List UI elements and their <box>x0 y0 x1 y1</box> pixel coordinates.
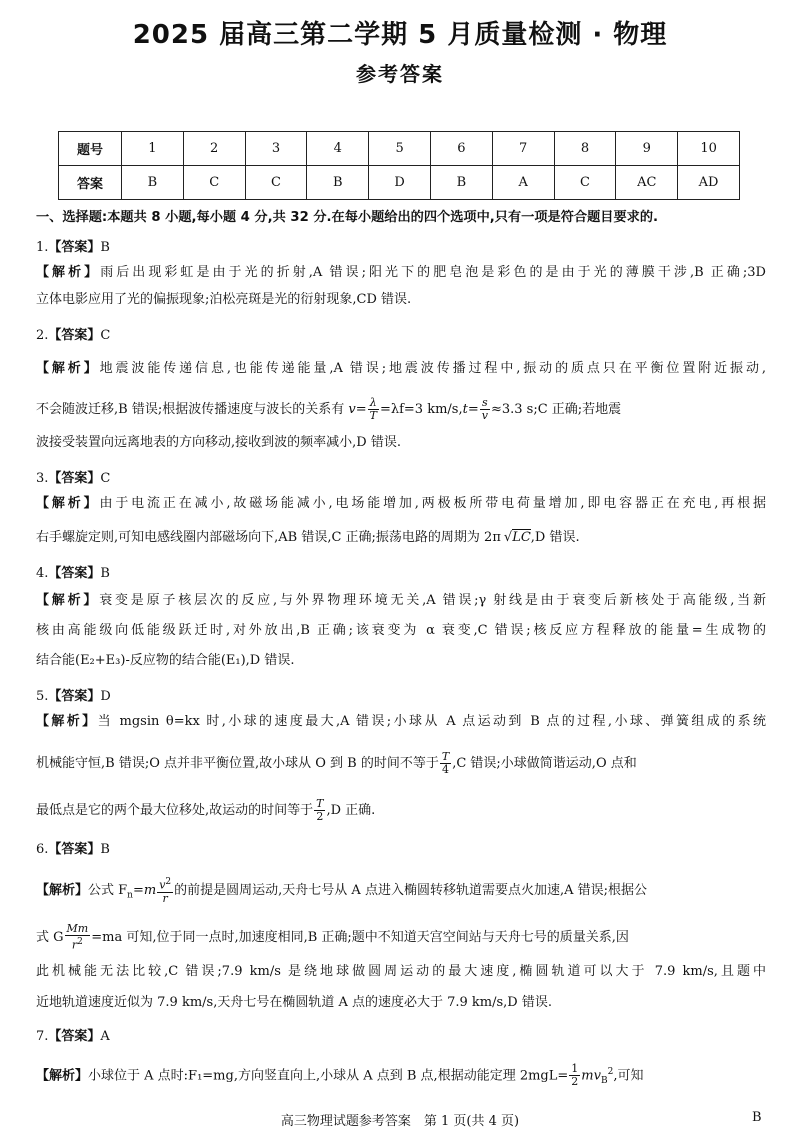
page-subtitle: 参考答案 <box>356 62 444 86</box>
answer-cell: C <box>554 166 616 200</box>
answer-cell: AC <box>616 166 678 200</box>
analysis-line: 不会随波迁移,B 错误;根据波传播速度与波长的关系有 v= $\frac{\lambda}{T}$ =λf=3 km/s,t= $\frac{s}{v}$ ≈3.3 s;C 正确;若地震 <box>36 396 622 422</box>
question-1-analysis: 【解析】雨后出现彩虹是由于光的折射,A 错误;阳光下的肥皂泡是彩色的是由于光的薄膜干涉,B 正确;3D <box>36 265 766 280</box>
answer-table-row-label: 答案 <box>59 166 122 200</box>
fraction-Mm-over-r2: $\frac{Mm}{r^2}$ <box>66 922 89 952</box>
page-footer: 高三物理试题参考答案 第 1 页(共 4 页) <box>280 1114 520 1129</box>
answer-cell: B <box>307 166 369 200</box>
question-5-analysis: 【解析】当 mgsin θ=kx 时,小球的速度最大,A 错误;小球从 A 点运动到 B 点的过程,小球、弹簧组成的系统 <box>36 714 766 729</box>
answer-cell: C <box>245 166 307 200</box>
question-number-cell: 8 <box>554 132 616 166</box>
analysis-line: 波接受装置向远离地表的方向移动,接收到波的频率减小,D 错误. <box>36 435 401 450</box>
sqrt-LC-expression: √LC <box>503 530 531 545</box>
answer-cell: C <box>183 166 245 200</box>
question-number-cell: 2 <box>183 132 245 166</box>
question-3-analysis: 【解析】由于电流正在减小,故磁场能减小,电场能增加,两极板所带电荷量增加,即电容器正在充电,再根据 <box>36 496 766 511</box>
question-4-analysis: 【解析】衰变是原子核层次的反应,与外界物理环境无关,A 错误;γ 射线是由于衰变后新核处于高能级,当新 <box>36 593 766 608</box>
paper-version-code: B <box>752 1110 762 1125</box>
answer-cell: B <box>430 166 492 200</box>
question-number-cell: 7 <box>492 132 554 166</box>
question-5-answer: 5.【答案】D <box>36 689 111 704</box>
answer-table-number-row <box>59 132 740 166</box>
question-number-cell: 6 <box>430 132 492 166</box>
answer-table-answer-row <box>59 166 740 200</box>
answer-cell: A <box>492 166 554 200</box>
analysis-line: 近地轨道速度近似为 7.9 km/s,天舟七号在椭圆轨道 A 点的速度必大于 7.9 km/s,D 错误. <box>36 995 552 1010</box>
answer-cell: B <box>122 166 184 200</box>
fraction-lambda-over-T: $\frac{\lambda}{T}$ <box>369 396 377 422</box>
fraction-T-over-4: $\frac{T}{4}$ <box>441 750 450 776</box>
question-number-cell: 3 <box>245 132 307 166</box>
question-number-cell: 5 <box>369 132 431 166</box>
fraction-T-over-2: $\frac{T}{2}$ <box>316 797 324 823</box>
question-7-analysis: 【解析】小球位于 A 点时:F₁=mg,方向竖直向上,小球从 A 点到 B 点,根据动能定理 2mgL= $\frac{1}{2}$ $mv_B^2$,可知 <box>36 1062 644 1089</box>
analysis-line: 结合能(E₂+E₃)-反应物的结合能(E₁),D 错误. <box>36 653 295 668</box>
section-heading: 一、选择题:本题共 8 小题,每小题 4 分,共 32 分.在每小题给出的四个选项中,只有一项是符合题目要求的. <box>36 210 659 225</box>
analysis-line: 核由高能级向低能级跃迁时,对外放出,B 正确;该衰变为 α 衰变,C 错误;核反应方程释放的能量=生成物的 <box>36 623 766 638</box>
answer-table-row-label: 题号 <box>59 132 122 166</box>
question-1-answer: 1.【答案】B <box>36 240 110 255</box>
question-2-answer: 2.【答案】C <box>36 328 111 343</box>
analysis-line: 机械能守恒,B 错误;O 点并非平衡位置,故小球从 O 到 B 的时间不等于 $\frac{T}{4}$ ,C 错误;小球做简谐运动,O 点和 <box>36 750 637 776</box>
fraction-one-half: $\frac{1}{2}$ <box>571 1062 579 1089</box>
answer-cell: D <box>369 166 431 200</box>
answer-cell: AD <box>678 166 740 200</box>
analysis-line: 最低点是它的两个最大位移处,故运动的时间等于 $\frac{T}{2}$ ,D 正确. <box>36 797 376 823</box>
fraction-v2-over-r: $\frac{v^2}{r}$ <box>159 877 172 905</box>
page-title: 2025 届高三第二学期 5 月质量检测 · 物理 <box>132 20 668 50</box>
analysis-line: 此机械能无法比较,C 错误;7.9 km/s 是绕地球做圆周运动的最大速度,椭圆轨道可以大于 7.9 km/s,且题中 <box>36 964 766 979</box>
analysis-line: 式 G $\frac{Mm}{r^2}$ =ma 可知,位于同一点时,加速度相同,B 正确;题中不知道天宫空间站与天舟七号的质量关系,因 <box>36 922 629 952</box>
question-4-answer: 4.【答案】B <box>36 566 110 581</box>
question-number-cell: 1 <box>122 132 184 166</box>
question-7-answer: 7.【答案】A <box>36 1029 110 1044</box>
fraction-s-over-v: $\frac{s}{v}$ <box>481 396 488 422</box>
question-3-answer: 3.【答案】C <box>36 471 111 486</box>
question-number-cell: 9 <box>616 132 678 166</box>
question-number-cell: 10 <box>678 132 740 166</box>
question-6-analysis: 【解析】公式 $F_n=m$ $\frac{v^2}{r}$ 的前提是圆周运动,天舟七号从 A 点进入椭圆转移轨道需要点火加速,A 错误;根据公 <box>36 877 647 905</box>
analysis-line: 右手螺旋定则,可知电感线圈内部磁场向下,AB 错误,C 正确;振荡电路的周期为 2π √LC,D 错误. <box>36 530 580 545</box>
question-6-answer: 6.【答案】B <box>36 842 110 857</box>
analysis-line: 立体电影应用了光的偏振现象;泊松亮斑是光的衍射现象,CD 错误. <box>36 292 412 307</box>
question-2-analysis: 【解析】地震波能传递信息,也能传递能量,A 错误;地震波传播过程中,振动的质点只在平衡位置附近振动, <box>36 361 766 376</box>
answer-table <box>58 131 740 200</box>
question-number-cell: 4 <box>307 132 369 166</box>
